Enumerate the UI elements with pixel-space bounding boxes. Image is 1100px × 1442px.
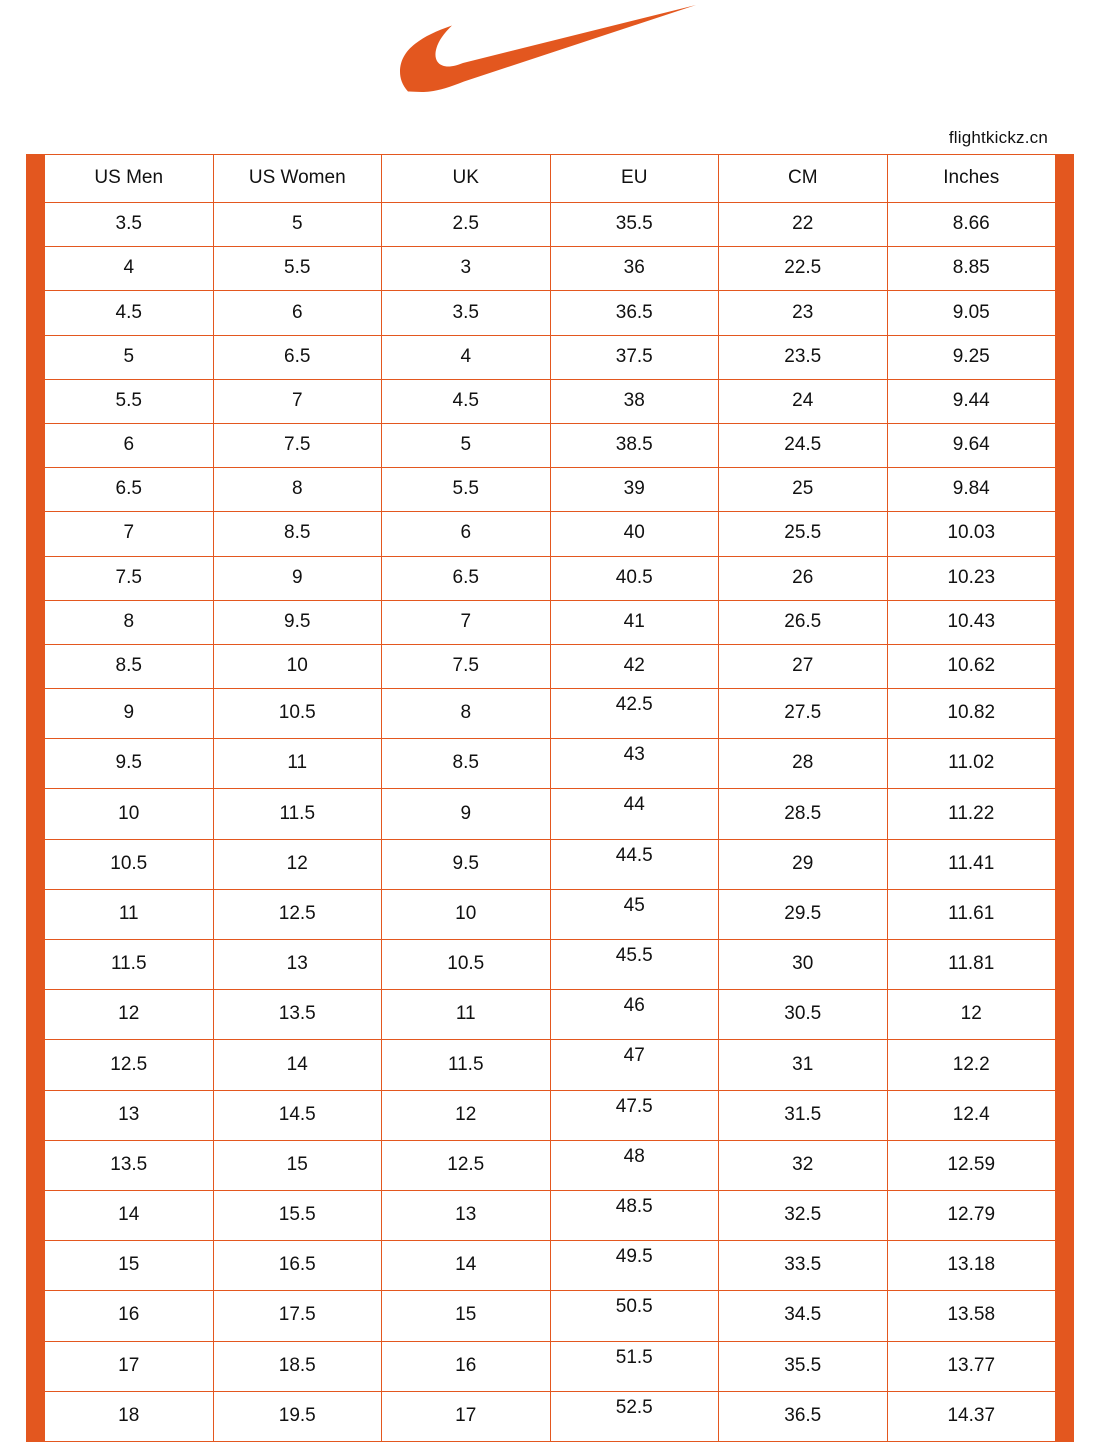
table-cell: 9.64: [887, 423, 1056, 467]
table-cell: 11.41: [887, 839, 1056, 889]
table-cell: 9.44: [887, 379, 1056, 423]
table-cell: 15: [45, 1241, 214, 1291]
table-cell: 8: [213, 468, 382, 512]
table-row: [45, 1090, 1056, 1140]
table-cell: 10.5: [45, 839, 214, 889]
table-row: [45, 247, 1056, 291]
table-cell: 9.5: [213, 600, 382, 644]
table-row: [45, 423, 1056, 467]
table-body: [45, 203, 1056, 1442]
table-cell: 9: [382, 789, 551, 839]
table-cell: 5: [45, 335, 214, 379]
nike-swoosh-icon: [400, 5, 700, 113]
table-cell: 11.81: [887, 940, 1056, 990]
table-cell: 11: [213, 739, 382, 789]
table-row: [45, 1190, 1056, 1240]
table-cell: 4: [45, 247, 214, 291]
table-cell: 9.25: [887, 335, 1056, 379]
table-cell: 10.62: [887, 644, 1056, 688]
table-cell: 8.5: [45, 644, 214, 688]
table-cell: 11.5: [213, 789, 382, 839]
table-cell: 29: [719, 839, 888, 889]
column-header-eu: EU: [550, 155, 719, 203]
table-cell: 10.5: [213, 689, 382, 739]
table-row: [45, 291, 1056, 335]
table-cell: 9: [45, 689, 214, 739]
table-cell: 11.5: [382, 1040, 551, 1090]
table-cell: 11: [45, 889, 214, 939]
table-cell: 12.2: [887, 1040, 1056, 1090]
table-cell: 32.5: [719, 1190, 888, 1240]
table-cell: 29.5: [719, 889, 888, 939]
table-cell: 35.5: [719, 1341, 888, 1391]
column-header-cm: CM: [719, 155, 888, 203]
table-cell: 6.5: [45, 468, 214, 512]
table-header: [45, 155, 1056, 203]
table-cell: 45.5: [550, 940, 719, 990]
table-cell: 14: [45, 1190, 214, 1240]
table-row: [45, 940, 1056, 990]
table-cell: 11.5: [45, 940, 214, 990]
table-cell: 10: [213, 644, 382, 688]
table-row: [45, 889, 1056, 939]
table-cell: 38.5: [550, 423, 719, 467]
table-cell: 8.5: [213, 512, 382, 556]
table-cell: 8.85: [887, 247, 1056, 291]
table-cell: 28: [719, 739, 888, 789]
table-cell: 6.5: [213, 335, 382, 379]
table-cell: 10.23: [887, 556, 1056, 600]
table-cell: 38: [550, 379, 719, 423]
table-cell: 18: [45, 1391, 214, 1441]
table-cell: 27: [719, 644, 888, 688]
table-cell: 40.5: [550, 556, 719, 600]
table-cell: 31.5: [719, 1090, 888, 1140]
table-cell: 42: [550, 644, 719, 688]
table-cell: 10: [45, 789, 214, 839]
table-cell: 14.37: [887, 1391, 1056, 1441]
table-cell: 10.43: [887, 600, 1056, 644]
table-cell: 14: [213, 1040, 382, 1090]
table-row: [45, 1140, 1056, 1190]
table-cell: 36.5: [719, 1391, 888, 1441]
table-cell: 2.5: [382, 203, 551, 247]
table-cell: 12.79: [887, 1190, 1056, 1240]
table-cell: 34.5: [719, 1291, 888, 1341]
table-cell: 32: [719, 1140, 888, 1190]
table-cell: 4.5: [45, 291, 214, 335]
table-cell: 15: [382, 1291, 551, 1341]
table-cell: 36.5: [550, 291, 719, 335]
table-row: [45, 600, 1056, 644]
table-cell: 12.5: [213, 889, 382, 939]
table-cell: 8.66: [887, 203, 1056, 247]
table-row: [45, 556, 1056, 600]
table-cell: 44: [550, 789, 719, 839]
table-cell: 15: [213, 1140, 382, 1190]
table-cell: 33.5: [719, 1241, 888, 1291]
table-cell: 24.5: [719, 423, 888, 467]
table-cell: 13: [382, 1190, 551, 1240]
table-cell: 13.58: [887, 1291, 1056, 1341]
logo-area: [0, 0, 1100, 118]
table-cell: 44.5: [550, 839, 719, 889]
table-cell: 9: [213, 556, 382, 600]
table-cell: 16: [45, 1291, 214, 1341]
table-cell: 8: [45, 600, 214, 644]
table-cell: 15.5: [213, 1190, 382, 1240]
table-cell: 4.5: [382, 379, 551, 423]
column-header-uk: UK: [382, 155, 551, 203]
table-cell: 11: [382, 990, 551, 1040]
table-cell: 5.5: [382, 468, 551, 512]
table-cell: 26: [719, 556, 888, 600]
watermark-row: [0, 118, 1100, 148]
table-cell: 22.5: [719, 247, 888, 291]
table-cell: 13.77: [887, 1341, 1056, 1391]
table-cell: 14: [382, 1241, 551, 1291]
table-cell: 10.5: [382, 940, 551, 990]
table-cell: 23: [719, 291, 888, 335]
table-cell: 10.82: [887, 689, 1056, 739]
table-cell: 7.5: [213, 423, 382, 467]
table-row: [45, 1341, 1056, 1391]
table-header-row: [45, 155, 1056, 203]
table-row: [45, 839, 1056, 889]
table-cell: 12.5: [45, 1040, 214, 1090]
table-cell: 13.5: [213, 990, 382, 1040]
column-header-inches: Inches: [887, 155, 1056, 203]
table-row: [45, 203, 1056, 247]
table-cell: 25.5: [719, 512, 888, 556]
table-cell: 13: [45, 1090, 214, 1140]
table-cell: 22: [719, 203, 888, 247]
size-chart-table: [44, 154, 1056, 1442]
table-cell: 5.5: [45, 379, 214, 423]
table-row: [45, 1291, 1056, 1341]
table-cell: 12.4: [887, 1090, 1056, 1140]
table-row: [45, 990, 1056, 1040]
table-cell: 13.5: [45, 1140, 214, 1190]
table-row: [45, 379, 1056, 423]
table-cell: 5: [382, 423, 551, 467]
table-cell: 16.5: [213, 1241, 382, 1291]
watermark-text: flightkickz.cn: [948, 128, 1048, 147]
table-cell: 5: [213, 203, 382, 247]
table-cell: 25: [719, 468, 888, 512]
table-cell: 4: [382, 335, 551, 379]
table-cell: 47.5: [550, 1090, 719, 1140]
table-cell: 12: [45, 990, 214, 1040]
table-cell: 28.5: [719, 789, 888, 839]
column-header-us-women: US Women: [213, 155, 382, 203]
table-cell: 7.5: [382, 644, 551, 688]
table-cell: 30: [719, 940, 888, 990]
table-cell: 46: [550, 990, 719, 1040]
table-cell: 10: [382, 889, 551, 939]
table-cell: 12: [887, 990, 1056, 1040]
table-cell: 17: [382, 1391, 551, 1441]
table-cell: 47: [550, 1040, 719, 1090]
table-cell: 36: [550, 247, 719, 291]
table-cell: 50.5: [550, 1291, 719, 1341]
table-cell: 41: [550, 600, 719, 644]
table-cell: 9.84: [887, 468, 1056, 512]
table-cell: 9.5: [382, 839, 551, 889]
table-cell: 49.5: [550, 1241, 719, 1291]
table-cell: 12.59: [887, 1140, 1056, 1190]
table-cell: 17: [45, 1341, 214, 1391]
table-cell: 35.5: [550, 203, 719, 247]
table-cell: 9.05: [887, 291, 1056, 335]
table-cell: 17.5: [213, 1291, 382, 1341]
table-cell: 7: [213, 379, 382, 423]
table-cell: 6: [213, 291, 382, 335]
table-cell: 31: [719, 1040, 888, 1090]
table-row: [45, 789, 1056, 839]
table-cell: 3: [382, 247, 551, 291]
table-cell: 52.5: [550, 1391, 719, 1441]
table-cell: 39: [550, 468, 719, 512]
table-cell: 13.18: [887, 1241, 1056, 1291]
column-header-us-men: US Men: [45, 155, 214, 203]
table-cell: 7: [382, 600, 551, 644]
table-cell: 18.5: [213, 1341, 382, 1391]
table-cell: 3.5: [382, 291, 551, 335]
table-cell: 48: [550, 1140, 719, 1190]
table-cell: 43: [550, 739, 719, 789]
table-cell: 51.5: [550, 1341, 719, 1391]
size-chart-container: [26, 154, 1074, 1442]
table-row: [45, 1391, 1056, 1441]
table-cell: 8: [382, 689, 551, 739]
table-cell: 26.5: [719, 600, 888, 644]
table-cell: 11.22: [887, 789, 1056, 839]
table-row: [45, 689, 1056, 739]
table-cell: 11.61: [887, 889, 1056, 939]
table-cell: 6: [382, 512, 551, 556]
table-cell: 16: [382, 1341, 551, 1391]
table-row: [45, 739, 1056, 789]
table-row: [45, 335, 1056, 379]
table-cell: 24: [719, 379, 888, 423]
table-row: [45, 644, 1056, 688]
table-cell: 3.5: [45, 203, 214, 247]
table-cell: 12: [213, 839, 382, 889]
table-cell: 37.5: [550, 335, 719, 379]
table-cell: 11.02: [887, 739, 1056, 789]
table-cell: 14.5: [213, 1090, 382, 1140]
table-cell: 27.5: [719, 689, 888, 739]
table-cell: 10.03: [887, 512, 1056, 556]
table-cell: 8.5: [382, 739, 551, 789]
table-row: [45, 1040, 1056, 1090]
table-cell: 30.5: [719, 990, 888, 1040]
table-cell: 7.5: [45, 556, 214, 600]
table-cell: 42.5: [550, 689, 719, 739]
table-cell: 6.5: [382, 556, 551, 600]
table-cell: 12.5: [382, 1140, 551, 1190]
table-cell: 5.5: [213, 247, 382, 291]
table-cell: 7: [45, 512, 214, 556]
table-row: [45, 468, 1056, 512]
table-row: [45, 1241, 1056, 1291]
table-row: [45, 512, 1056, 556]
table-cell: 13: [213, 940, 382, 990]
table-cell: 40: [550, 512, 719, 556]
table-cell: 23.5: [719, 335, 888, 379]
table-cell: 12: [382, 1090, 551, 1140]
table-cell: 19.5: [213, 1391, 382, 1441]
table-cell: 6: [45, 423, 214, 467]
table-cell: 9.5: [45, 739, 214, 789]
table-cell: 45: [550, 889, 719, 939]
table-cell: 48.5: [550, 1190, 719, 1240]
